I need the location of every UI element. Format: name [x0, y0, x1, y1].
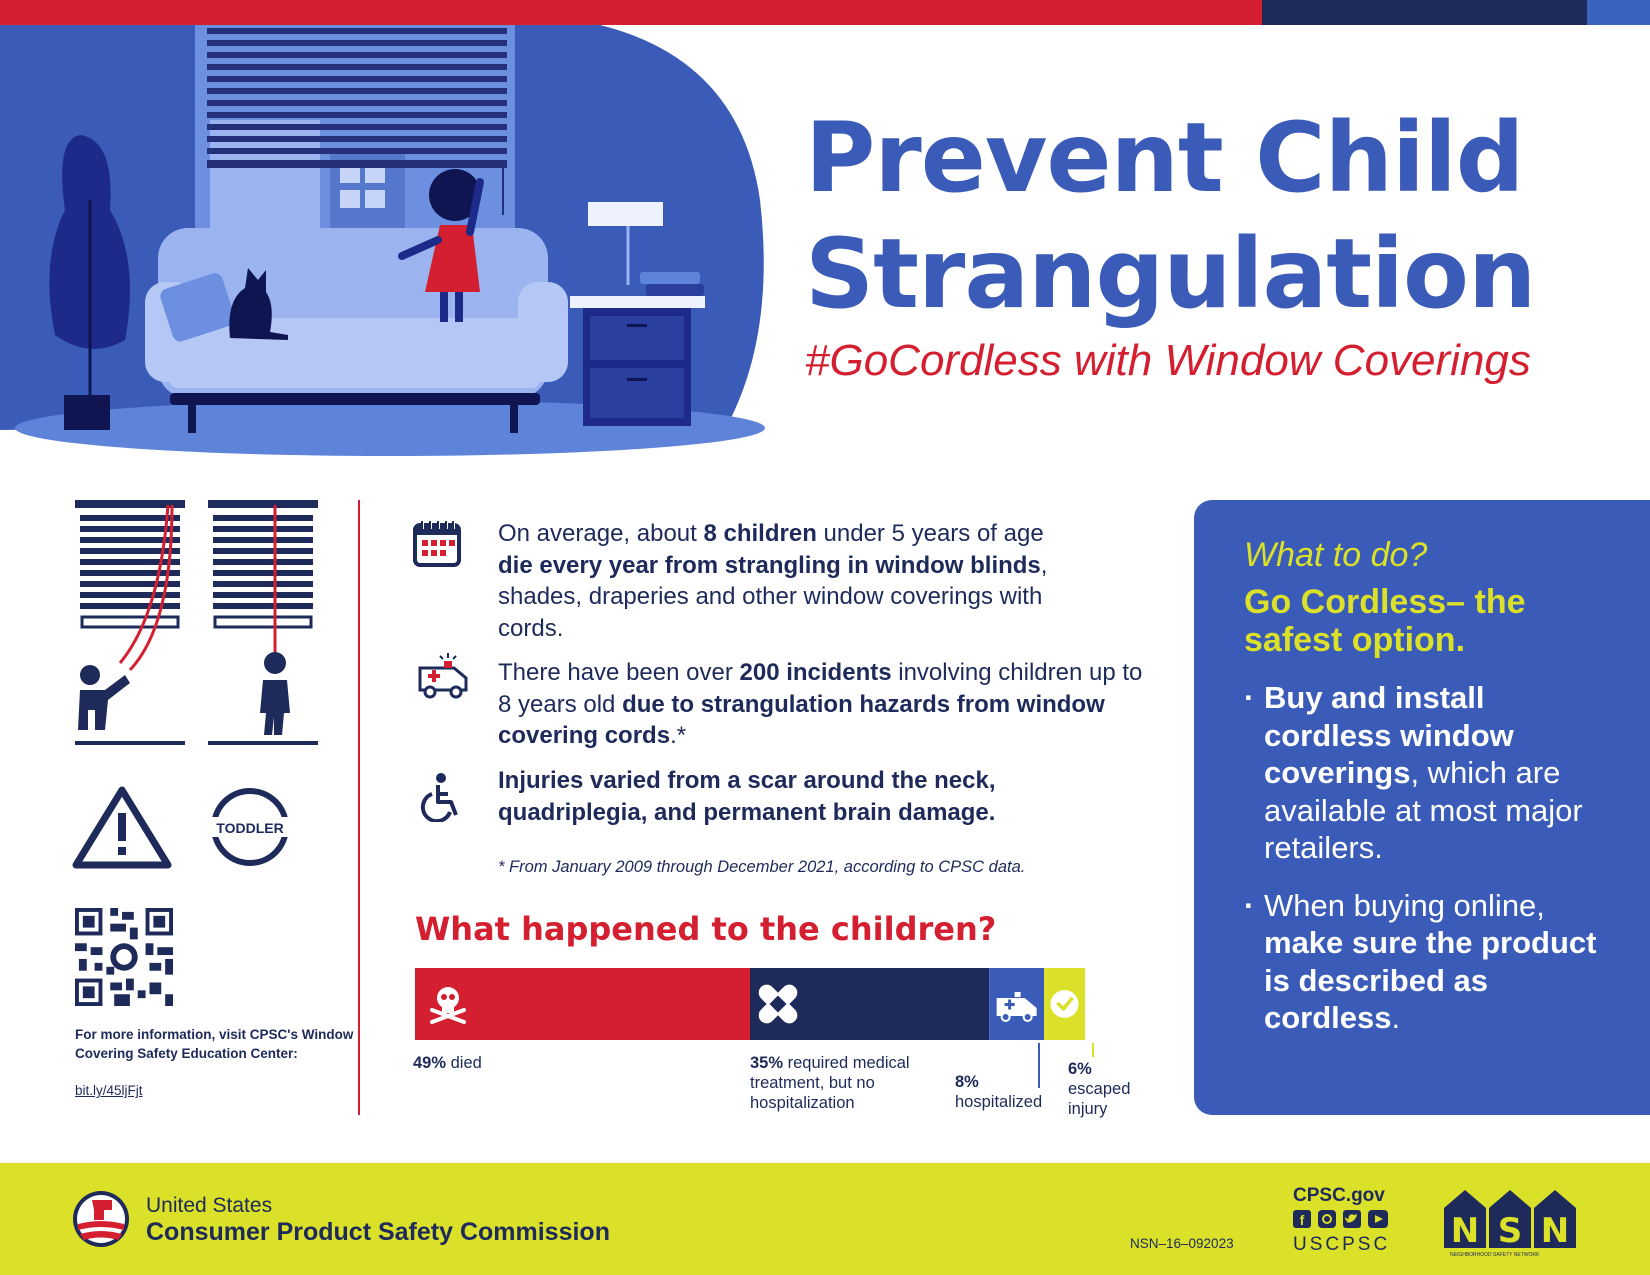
agency-name-line1: United States: [146, 1194, 273, 1217]
bullet-buying-online: · When buying online, make sure the product is described as cordless.: [1244, 887, 1604, 1037]
panel-question: What to do?: [1244, 536, 1428, 574]
qr-code[interactable]: [75, 908, 173, 1006]
social-icons-group: [1293, 1209, 1389, 1229]
website-link[interactable]: CPSC.gov: [1293, 1185, 1385, 1206]
education-center-link[interactable]: bit.ly/45ljFjt: [75, 1083, 143, 1098]
fact-injuries: Injuries varied from a scar around the neck, quadriplegia, and permanent brain damage.: [498, 767, 996, 826]
calendar-icon: [412, 518, 462, 568]
toddler-badge-icon: [210, 791, 290, 863]
subtitle-hashtag: #GoCordless with Window Coverings: [805, 336, 1531, 385]
ambulance-icon: [414, 650, 474, 700]
facebook-icon[interactable]: [1293, 1210, 1311, 1228]
living-room-illustration: [0, 0, 780, 465]
footnote: * From January 2009 through December 2021, according to CPSC data.: [498, 858, 1026, 876]
instagram-icon[interactable]: [1318, 1210, 1336, 1228]
nsn-caption: NEIGHBORHOOD SAFETY NETWORK: [1450, 1252, 1540, 1258]
title-line-2: Strangulation: [805, 218, 1536, 330]
outcomes-heading: What happened to the children?: [415, 910, 997, 948]
nsn-letter-n2: N: [1540, 1211, 1570, 1250]
agency-name-line2: Consumer Product Safety Commission: [146, 1218, 610, 1246]
more-info-text: For more information, visit CPSC's Window Covering Safety Education Center:: [75, 1027, 354, 1061]
top-bar-blue: [1587, 0, 1650, 25]
outcome-escaped-label: 6% escaped injury: [1068, 1060, 1131, 1118]
outcome-hospitalized-label: 8% hospitalized: [955, 1073, 1043, 1111]
top-bar-navy: [1262, 0, 1587, 25]
fact-children-deaths: On average, about 8 children under 5 years of age die every year from strangling in window blinds, shades, draperies and other window coverings with cords.: [498, 520, 1048, 642]
outcome-stacked-bar: [415, 968, 1115, 1043]
escaped-leader-line: [1092, 1043, 1094, 1057]
twitter-icon[interactable]: [1343, 1210, 1361, 1228]
outcome-treatment-label: 35% required medical treatment, but no hospitalization: [750, 1054, 910, 1112]
blinds-strangulation-icon: [208, 500, 318, 745]
warning-icon: [76, 790, 168, 865]
toddler-label: TODDLER: [216, 820, 284, 836]
checkmark-icon: [1050, 990, 1078, 1018]
outcome-bar-segment: [415, 968, 750, 1040]
nsn-logo[interactable]: [1442, 1186, 1580, 1250]
svg-text:f: f: [1299, 1212, 1305, 1228]
blinds-cord-hazard-icon: [75, 500, 185, 745]
wheelchair-icon: [418, 772, 464, 822]
title-line-1: Prevent Child: [805, 102, 1524, 214]
panel-headline: Go Cordless– the safest option.: [1244, 583, 1526, 659]
hazard-icons-group: [60, 495, 360, 885]
page-title: [805, 100, 1625, 332]
outcome-died-label: 49% died: [413, 1054, 482, 1072]
column-divider: [358, 500, 360, 1115]
social-handle: USCPSC: [1293, 1234, 1391, 1255]
nsn-letter-n1: N: [1450, 1211, 1480, 1250]
nsn-letter-s: S: [1497, 1211, 1523, 1250]
cpsc-logo-icon[interactable]: [72, 1190, 130, 1248]
fact-incidents: There have been over 200 incidents involving children up to 8 years old due to strangulation hazards from window covering cords.*: [498, 659, 1143, 749]
what-to-do-panel: [1194, 500, 1650, 1115]
bullet-buy-cordless: · Buy and install cordless window coverings, which are available at most major retailers.: [1244, 679, 1604, 867]
youtube-icon[interactable]: [1368, 1210, 1388, 1228]
document-id: NSN–16–092023: [1130, 1236, 1234, 1251]
